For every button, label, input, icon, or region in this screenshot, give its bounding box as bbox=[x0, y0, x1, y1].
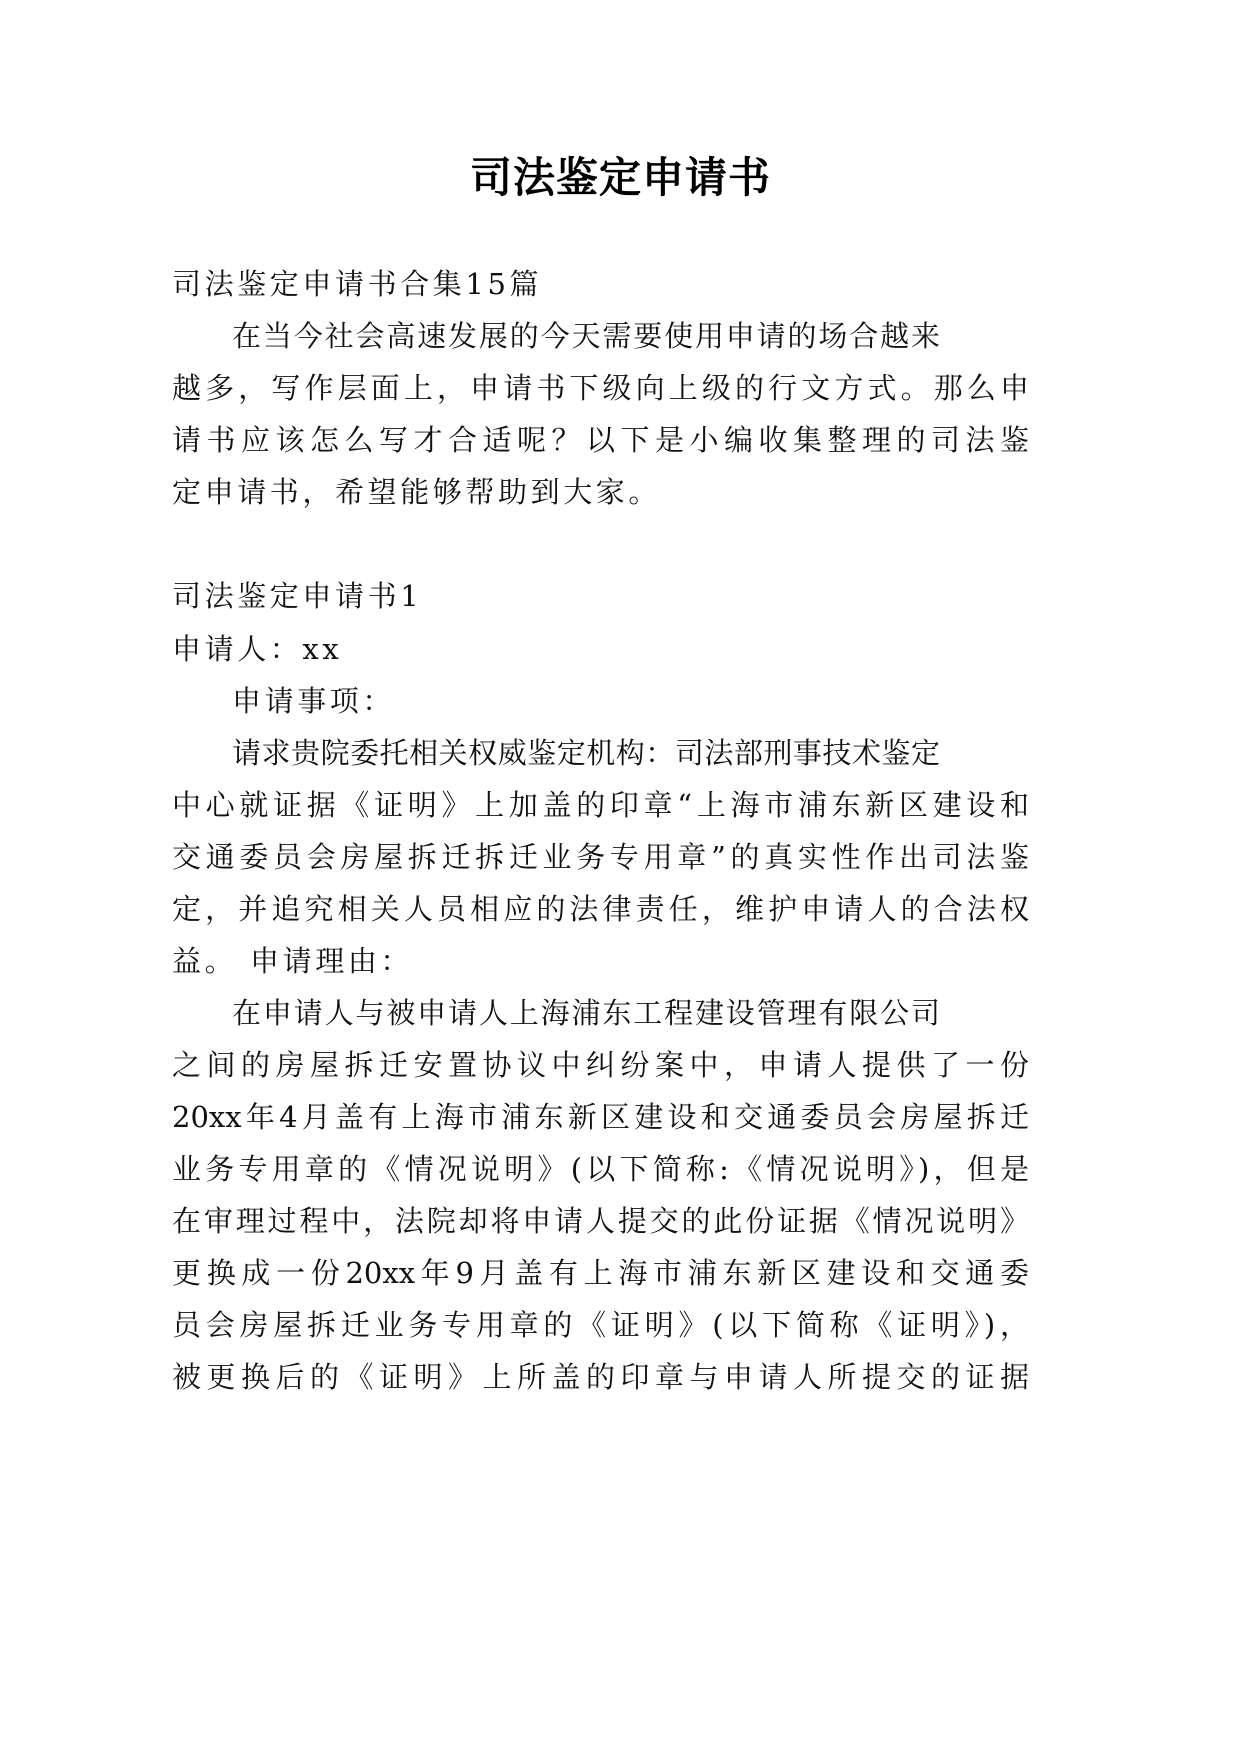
reasons-line: 业务专用章的《情况说明》(以下简称:《情况说明》)，但是 bbox=[172, 1152, 1029, 1186]
reasons-label-line: 益。 申请理由： bbox=[172, 944, 414, 978]
reasons-line: 20xx年4月盖有上海市浦东新区建设和交通委员会房屋拆迁 bbox=[172, 1100, 1029, 1134]
intro-line: 请书应该怎么写才合适呢？以下是小编收集整理的司法鉴 bbox=[172, 423, 1029, 457]
intro-line: 定申请书，希望能够帮助到大家。 bbox=[172, 475, 662, 509]
reasons-line: 之间的房屋拆迁安置协议中纠纷案中，申请人提供了一份 bbox=[172, 1048, 1029, 1082]
page-title: 司法鉴定申请书 bbox=[469, 153, 771, 202]
reasons-line: 更换成一份20xx年9月盖有上海市浦东新区建设和交通委 bbox=[172, 1256, 1029, 1290]
applicant-line: 申请人：xx bbox=[172, 632, 343, 666]
subtitle: 司法鉴定申请书合集15篇 bbox=[172, 267, 543, 301]
reasons-line: 在审理过程中，法院却将申请人提交的此份证据《情况说明》 bbox=[172, 1204, 1029, 1238]
matters-line: 定，并追究相关人员相应的法律责任，维护申请人的合法权 bbox=[172, 892, 1029, 926]
reasons-line: 员会房屋拆迁业务专用章的《证明》(以下简称《证明》)， bbox=[172, 1308, 1029, 1342]
section-heading: 司法鉴定申请书1 bbox=[172, 579, 423, 613]
matters-line: 交通委员会房屋拆迁拆迁业务专用章”的真实性作出司法鉴 bbox=[172, 840, 1029, 874]
reasons-line: 被更换后的《证明》上所盖的印章与申请人所提交的证据 bbox=[172, 1360, 1029, 1394]
matters-line: 请求贵院委托相关权威鉴定机构：司法部刑事技术鉴定 bbox=[232, 736, 940, 770]
intro-line: 越多，写作层面上，申请书下级向上级的行文方式。那么申 bbox=[172, 371, 1029, 405]
intro-line: 在当今社会高速发展的今天需要使用申请的场合越来 bbox=[232, 319, 940, 353]
matters-line: 中心就证据《证明》上加盖的印章“上海市浦东新区建设和 bbox=[172, 788, 1029, 822]
matters-label: 申请事项： bbox=[232, 684, 396, 718]
reasons-line: 在申请人与被申请人上海浦东工程建设管理有限公司 bbox=[232, 996, 940, 1030]
